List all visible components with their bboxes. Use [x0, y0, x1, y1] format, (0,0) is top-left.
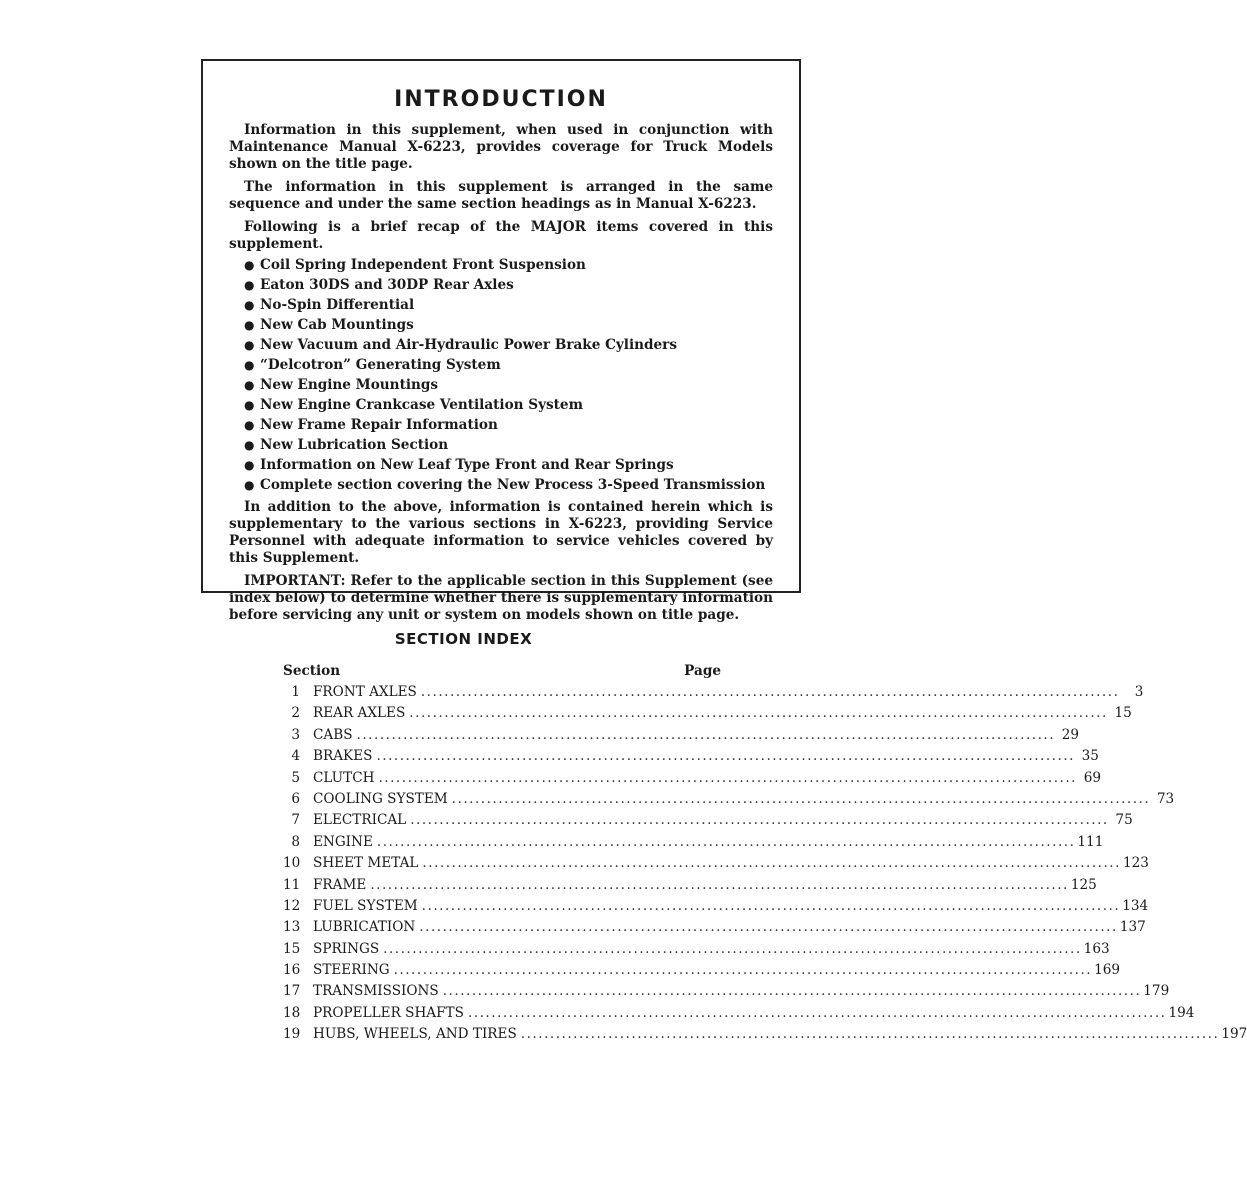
leader-dots: ........................................................................................................................: [376, 748, 1075, 765]
intro-paragraph: Information in this supplement, when used in conjunction with Maintenance Manual X-6223, provides coverage for Truck Models shown on the title page.: [229, 122, 773, 172]
page-number: 3: [1134, 684, 1144, 700]
leader-dots: ........................................................................................................................: [370, 876, 1069, 893]
page-number: 137: [1119, 919, 1146, 936]
leader-dots: ........................................................................................................................: [356, 726, 1056, 743]
section-name: SPRINGS: [313, 940, 380, 957]
leader-dots: ........................................................................................................................: [422, 855, 1121, 872]
bullet-icon: ●: [244, 398, 255, 412]
list-item: ● New Engine Mountings: [244, 377, 439, 393]
section-index-header: [283, 660, 721, 682]
page-number: 123: [1122, 855, 1149, 872]
page-number: 169: [1094, 962, 1121, 979]
leader-dots: ........................................................................................................................: [383, 940, 1082, 957]
page-number: 163: [1083, 940, 1110, 957]
table-row: [283, 917, 1146, 938]
leader-dots: ........................................................................................................................: [467, 1004, 1167, 1021]
page-number: 35: [1081, 748, 1099, 765]
table-row: [283, 789, 1175, 810]
leader-dots: ........................................................................................................................: [393, 962, 1093, 979]
bullet-icon: ●: [244, 378, 255, 392]
section-name: ELECTRICAL: [313, 812, 407, 829]
bullet-icon: ●: [244, 458, 255, 472]
important-note: IMPORTANT: Refer to the applicable section in this Supplement (see index below) to determine whether there is supplementary information before servicing any unit or system on models shown on title page.: [229, 573, 773, 623]
list-item: ● New Frame Repair Information: [244, 417, 498, 433]
page-number: 111: [1077, 833, 1104, 850]
bullet-icon: ●: [244, 318, 255, 332]
column-header-page: Page: [684, 663, 721, 679]
table-row: [283, 725, 1080, 746]
section-name: BRAKES: [313, 748, 373, 765]
table-row: [283, 832, 1104, 853]
section-number: 17: [283, 983, 301, 1000]
section-name: TRANSMISSIONS: [313, 983, 439, 1000]
table-row: [283, 853, 1149, 874]
section-number: 10: [283, 855, 301, 872]
section-name: CLUTCH: [313, 769, 375, 786]
page-number: 134: [1122, 897, 1149, 914]
list-item: ● Complete section covering the New Process 3-Speed Transmission: [244, 477, 766, 493]
page-number: 125: [1070, 876, 1097, 893]
leader-dots: ........................................................................................................................: [520, 1026, 1220, 1043]
table-row: [283, 896, 1149, 917]
introduction-box: [201, 59, 801, 623]
table-row: [283, 768, 1101, 789]
list-item: ● New Cab Mountings: [244, 317, 414, 333]
table-row: [283, 1024, 1247, 1045]
table-row: [283, 875, 1097, 896]
table-row: [283, 939, 1110, 960]
page-number: 194: [1168, 1004, 1195, 1021]
column-header-section: Section: [283, 663, 341, 679]
intro-paragraph: In addition to the above, information is contained herein which is supplementary to the various sections in X-6223, providing Service Personnel with adequate information to service vehicles covered by this Supplement.: [229, 499, 773, 566]
section-number: 16: [283, 962, 301, 979]
list-item: ● Coil Spring Independent Front Suspension: [244, 257, 586, 273]
section-name: SHEET METAL: [313, 855, 419, 872]
section-name: FUEL SYSTEM: [313, 897, 418, 914]
section-number: 3: [291, 726, 300, 743]
table-row: [283, 960, 1121, 981]
section-index-table: [283, 660, 1247, 1046]
section-name: PROPELLER SHAFTS: [313, 1004, 464, 1021]
section-number: 15: [283, 940, 301, 957]
table-row: [283, 981, 1170, 1002]
leader-dots: ........................................................................................................................: [442, 983, 1142, 1000]
section-number: 7: [291, 812, 300, 829]
page-number: 69: [1083, 769, 1101, 786]
list-item: ● Information on New Leaf Type Front and Rear Springs: [244, 457, 674, 473]
list-item: ● Eaton 30DS and 30DP Rear Axles: [244, 277, 514, 293]
list-item: ● No-Spin Differential: [244, 297, 415, 313]
section-name: HUBS, WHEELS, AND TIRES: [313, 1026, 517, 1043]
leader-dots: ........................................................................................................................: [378, 769, 1077, 786]
section-number: 18: [283, 1004, 301, 1021]
page-number: 15: [1114, 705, 1132, 722]
section-name: STEERING: [313, 962, 390, 979]
section-name: CABS: [313, 726, 353, 743]
section-number: 13: [283, 919, 301, 936]
introduction-title: INTRODUCTION: [394, 87, 608, 112]
section-number: 6: [291, 790, 300, 807]
bullet-icon: ●: [244, 298, 255, 312]
leader-dots: ........................................................................................................................: [419, 919, 1118, 936]
bullet-icon: ●: [244, 418, 255, 432]
section-number: 19: [283, 1026, 301, 1043]
leader-dots: ........................................................................................................................: [420, 684, 1120, 700]
list-item: ● New Engine Crankcase Ventilation System: [244, 397, 583, 413]
section-index-title: SECTION INDEX: [394, 630, 533, 648]
leader-dots: ........................................................................................................................: [421, 897, 1121, 914]
leader-dots: ........................................................................................................................: [410, 812, 1109, 829]
list-item: ● New Vacuum and Air-Hydraulic Power Brake Cylinders: [244, 337, 677, 353]
table-row: [283, 810, 1133, 831]
table-row: [283, 682, 1144, 703]
intro-paragraph: The information in this supplement is arranged in the same sequence and under the same section headings as in Manual X-6223.: [229, 179, 773, 212]
bullet-icon: ●: [244, 358, 255, 372]
section-name: REAR AXLES: [313, 705, 406, 722]
section-name: ENGINE: [313, 833, 373, 850]
section-index-rows: [283, 682, 1247, 1046]
bullet-icon: ●: [244, 278, 255, 292]
section-number: 5: [291, 769, 300, 786]
list-item: ● “Delcotron” Generating System: [244, 357, 501, 373]
section-name: LUBRICATION: [313, 919, 416, 936]
page-number: 73: [1156, 790, 1175, 807]
section-number: 2: [291, 705, 300, 722]
list-item: ● New Lubrication Section: [244, 437, 449, 453]
major-items-list: [229, 255, 773, 495]
page-number: 197: [1221, 1026, 1247, 1043]
leader-dots: ........................................................................................................................: [409, 705, 1108, 722]
table-row: [283, 703, 1132, 724]
bullet-icon: ●: [244, 478, 255, 492]
bullet-icon: ●: [244, 258, 255, 272]
section-name: COOLING SYSTEM: [313, 790, 448, 807]
section-number: 11: [283, 876, 301, 893]
table-row: [283, 1003, 1195, 1024]
page-number: 75: [1115, 812, 1133, 829]
leader-dots: ........................................................................................................................: [451, 790, 1151, 807]
section-number: 4: [291, 748, 300, 765]
page-number: 179: [1143, 983, 1170, 1000]
leader-dots: ........................................................................................................................: [376, 833, 1076, 850]
section-name: FRONT AXLES: [313, 684, 417, 700]
section-number: 1: [291, 684, 300, 700]
page-number: 29: [1061, 726, 1080, 743]
section-name: FRAME: [313, 876, 367, 893]
intro-paragraph: Following is a brief recap of the MAJOR items covered in this supplement.: [229, 219, 773, 252]
bullet-icon: ●: [244, 338, 255, 352]
section-number: 12: [283, 897, 301, 914]
section-number: 8: [291, 833, 300, 850]
table-row: [283, 746, 1099, 767]
bullet-icon: ●: [244, 438, 255, 452]
